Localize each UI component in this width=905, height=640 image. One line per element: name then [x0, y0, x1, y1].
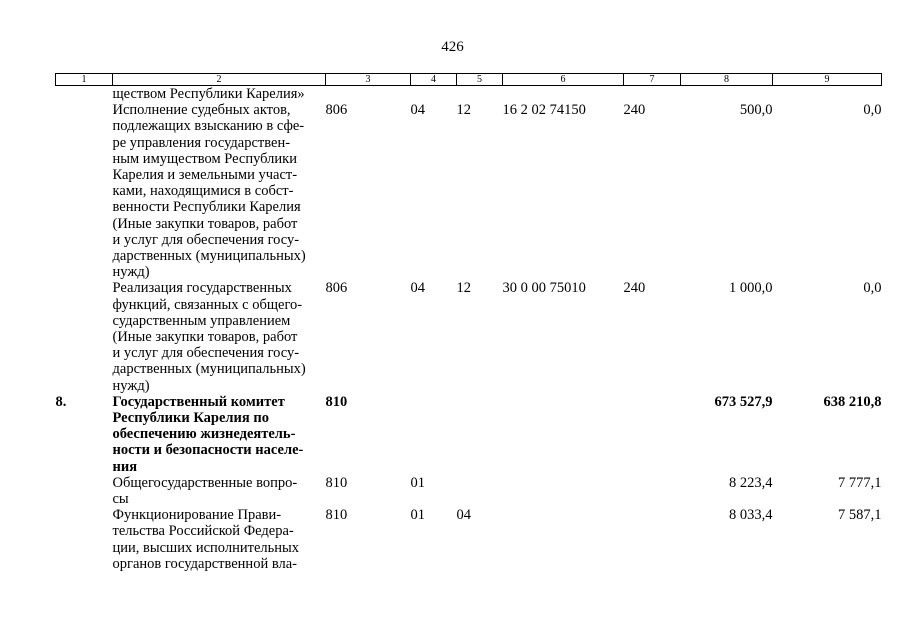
table-row	[56, 102, 882, 280]
amount-year-2: 0,0	[863, 280, 882, 297]
row-name-line: ния	[112, 458, 138, 475]
row-name-line: органов государственной вла-	[112, 555, 297, 572]
row-name-line: функций, связанных с общего-	[112, 296, 303, 313]
row-name-line: Исполнение судебных актов,	[112, 102, 291, 119]
row-name-line: (Иные закупки товаров, работ	[112, 215, 298, 232]
row-number	[56, 507, 113, 572]
section-code	[411, 86, 457, 103]
row-name-line: нужд)	[112, 264, 150, 281]
row-name-line: ре управления государствен-	[112, 134, 291, 151]
row-number	[56, 280, 113, 393]
row-name	[113, 475, 326, 507]
row-name-line: ным имуществом Республики	[112, 150, 297, 167]
row-name-line: Республики Карелия по	[112, 410, 269, 427]
row-name-line: Функционирование Прави-	[112, 507, 282, 524]
amount-year-2: 0,0	[863, 102, 882, 119]
section-code: 01	[410, 507, 425, 524]
section-code	[411, 394, 457, 475]
column-header-6: 6	[503, 74, 624, 86]
section-code: 04	[410, 280, 425, 297]
row-name-line: венности Республики Карелия	[112, 199, 301, 216]
ministry-code	[326, 86, 411, 103]
amount-year-1: 500,0	[739, 102, 773, 119]
row-name	[113, 394, 326, 475]
row-number	[56, 475, 113, 507]
table-row	[56, 280, 882, 393]
amount-year-1: 8 033,4	[729, 507, 773, 524]
row-name-line: ности и безопасности населе-	[112, 442, 304, 459]
ministry-code: 810	[325, 474, 348, 491]
column-header-1: 1	[56, 74, 113, 86]
expense-type-code	[624, 507, 681, 572]
target-article-code	[503, 86, 624, 103]
amount-year-1: 8 223,4	[729, 474, 773, 491]
target-article-code: 16 2 02 74150	[502, 102, 586, 119]
row-name-line: обеспечению жизнедеятель-	[112, 426, 296, 443]
row-number: 8.	[55, 393, 67, 410]
column-header-3: 3	[326, 74, 411, 86]
page-number: 426	[441, 39, 464, 55]
expense-type-code	[624, 394, 681, 475]
row-name-line: сы	[112, 491, 129, 508]
budget-table	[55, 73, 882, 572]
row-name-line: дарственных (муниципальных)	[112, 361, 306, 378]
expense-type-code: 240	[623, 102, 646, 119]
amount-year-2: 7 777,1	[838, 474, 882, 491]
ministry-code: 810	[325, 393, 348, 410]
row-name-line: Государственный комитет	[112, 393, 285, 410]
ministry-code: 806	[325, 102, 348, 119]
subsection-code	[457, 86, 503, 103]
column-header-5: 5	[457, 74, 503, 86]
row-name-line: подлежащих взысканию в сфе-	[112, 118, 305, 135]
column-header-8: 8	[681, 74, 773, 86]
table-row	[56, 86, 882, 103]
column-header-4: 4	[411, 74, 457, 86]
column-header-2: 2	[113, 74, 326, 86]
section-code: 04	[410, 102, 425, 119]
row-name-line: Карелия и земельными участ-	[112, 167, 298, 184]
row-name-line: Общегосударственные вопро-	[112, 474, 298, 491]
amount-year-1	[681, 86, 773, 103]
subsection-code	[457, 394, 503, 475]
row-name-line: ками, находящимися в собст-	[112, 183, 294, 200]
expense-type-code	[624, 475, 681, 507]
row-name-line: ществом Республики Карелия»	[112, 86, 305, 102]
table-body	[56, 86, 882, 573]
row-number	[56, 86, 113, 103]
amount-year-2	[773, 86, 882, 103]
row-name-line: и услуг для обеспечения госу-	[112, 231, 300, 248]
row-name	[113, 102, 326, 280]
row-name-line: (Иные закупки товаров, работ	[112, 329, 298, 346]
subsection-code: 12	[456, 280, 471, 297]
row-name-line: и услуг для обеспечения госу-	[112, 345, 300, 362]
row-name-line: сударственным управлением	[112, 312, 291, 329]
row-name	[113, 507, 326, 572]
target-article-code	[503, 507, 624, 572]
subsection-code: 12	[456, 102, 471, 119]
ministry-code: 810	[325, 507, 348, 524]
expense-type-code: 240	[623, 280, 646, 297]
target-article-code: 30 0 00 75010	[502, 280, 586, 297]
subsection-code: 04	[456, 507, 471, 524]
amount-year-2: 638 210,8	[823, 393, 882, 410]
row-name	[113, 86, 326, 103]
row-name-line: ции, высших исполнительных	[112, 539, 299, 556]
row-name-line: дарственных (муниципальных)	[112, 248, 306, 265]
row-name-line: нужд)	[112, 377, 150, 394]
subsection-code	[457, 475, 503, 507]
row-name	[113, 280, 326, 393]
target-article-code	[503, 394, 624, 475]
column-header-7: 7	[624, 74, 681, 86]
section-code: 01	[410, 474, 425, 491]
table-row	[56, 394, 882, 475]
amount-year-1: 1 000,0	[729, 280, 773, 297]
ministry-code: 806	[325, 280, 348, 297]
row-name-line: Реализация государственных	[112, 280, 292, 297]
target-article-code	[503, 475, 624, 507]
row-name-line: тельства Российской Федера-	[112, 523, 294, 540]
amount-year-2: 7 587,1	[838, 507, 882, 524]
column-header-9: 9	[773, 74, 882, 86]
table-row	[56, 475, 882, 507]
amount-year-1: 673 527,9	[714, 393, 773, 410]
expense-type-code	[624, 86, 681, 103]
column-number-header-row	[56, 74, 882, 86]
row-number	[56, 102, 113, 280]
table-row	[56, 507, 882, 572]
